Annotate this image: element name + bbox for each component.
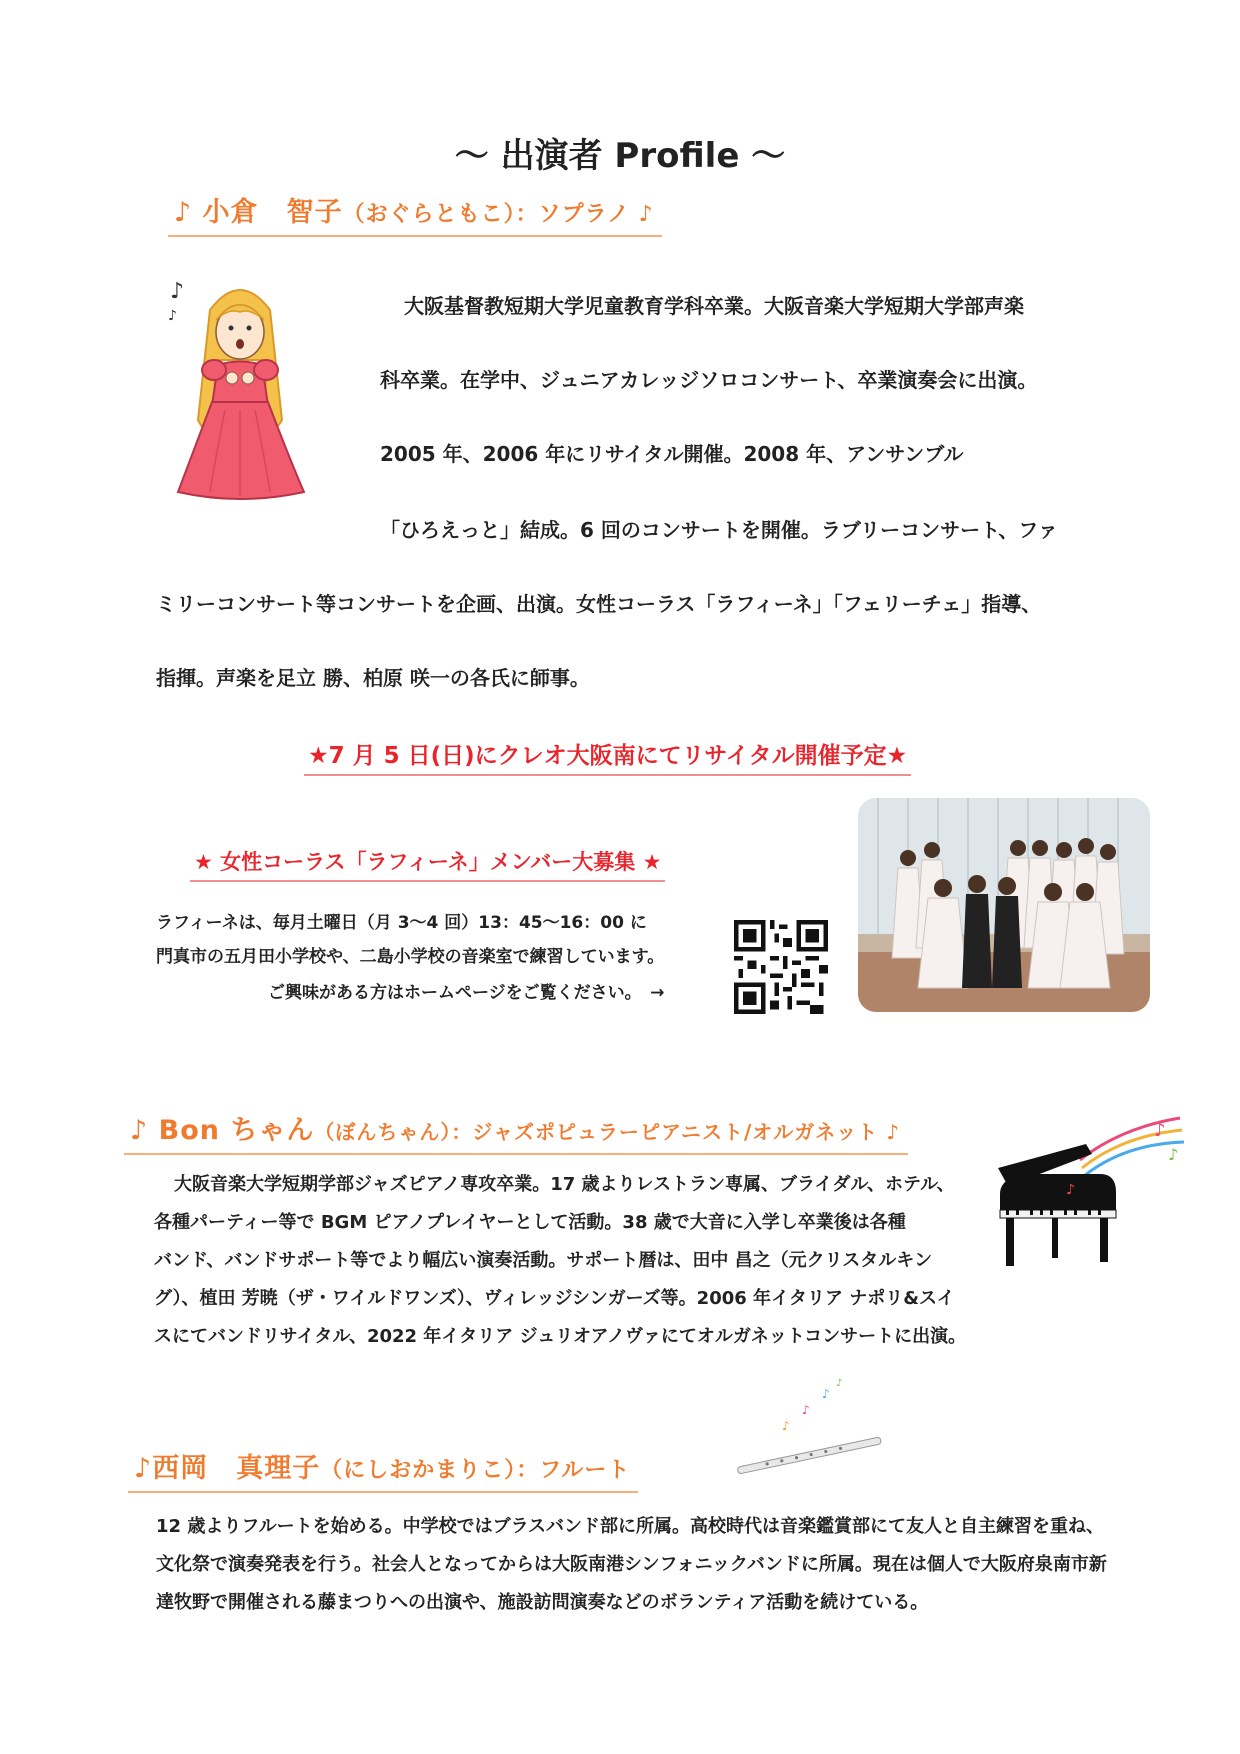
performer3-role: （にしおかまりこ）：フルート [320, 1458, 631, 1483]
svg-text:♪: ♪ [822, 1387, 830, 1401]
svg-text:♪: ♪ [782, 1419, 790, 1433]
chorus-heading: ★ 女性コーラス「ラフィーネ」メンバー大募集 ★ [190, 846, 665, 882]
chorus-line-2: 門真市の五月田小学校や、二島小学校の音楽室で練習しています。 [156, 947, 665, 967]
svg-text:♪: ♪ [1168, 1145, 1179, 1164]
performer1-line-2: 科卒業。在学中、ジュニアカレッジソロコンサート、卒業演奏会に出演。 [380, 368, 1038, 392]
performer2-line-4: グ）、植田 芳暁（ザ・ワイルドワンズ）、ヴィレッジシンガーズ等。2006 年イタリア ナポリ&スイ [154, 1288, 955, 1309]
performer3-line-3: 達牧野で開催される藤まつりへの出演や、施設訪問演奏などのボランティア活動を続けている。 [156, 1592, 929, 1613]
performer3-name: ♪西岡 真理子 [134, 1453, 321, 1484]
svg-text:♪: ♪ [802, 1403, 810, 1417]
flute-illustration-icon [736, 1374, 886, 1474]
performer2-heading [124, 1108, 908, 1155]
chorus-line-3: ご興味がある方はホームページをご覧ください。 → [268, 983, 665, 1003]
performer2-name: ♪ Bon ちゃん [130, 1115, 315, 1146]
svg-text:♪: ♪ [170, 279, 185, 304]
performer1-role: （おぐらともこ）：ソプラノ ♪ [342, 202, 654, 227]
performer3-line-1: 12 歳よりフルートを始める。中学校ではブラスバンド部に所属。高校時代は音楽鑑賞部にて友人と自主練習を重ね、 [156, 1516, 1105, 1537]
chorus-line-1: ラフィーネは、毎月土曜日（月 3〜4 回）13：45〜16：00 に [156, 913, 647, 933]
svg-text:♪: ♪ [168, 308, 177, 324]
performer1-line-3: 2005 年、2006 年にリサイタル開催。2008 年、アンサンブル [380, 442, 964, 466]
performer3-line-2: 文化祭で演奏発表を行う。社会人となってからは大阪南港シンフォニックバンドに所属。現在は個人で大阪府泉南市新 [156, 1554, 1107, 1575]
page-title: 〜 出演者 Profile 〜 [454, 136, 786, 176]
performer1-line-4: 「ひろえっと」結成。6 回のコンサートを開催。ラブリーコンサート、ファ [380, 518, 1058, 542]
performer2-line-3: バンド、バンドサポート等でより幅広い演奏活動。サポート暦は、田中 昌之（元クリスタルキン [154, 1250, 933, 1271]
performer1-line-5: ミリーコンサート等コンサートを企画、出演。女性コーラス「ラフィーネ」「フェリーチェ」指導、 [156, 592, 1042, 616]
choir-photo-icon [858, 798, 1150, 1012]
singer-illustration-icon [170, 270, 310, 500]
grand-piano-illustration-icon [990, 1108, 1190, 1288]
performer1-line-6: 指揮。声楽を足立 勝、柏原 咲一の各氏に師事。 [156, 666, 590, 690]
recital-notice: ★7 月 5 日(日)にクレオ大阪南にてリサイタル開催予定★ [304, 737, 911, 776]
performer2-line-2: 各種パーティー等で BGM ピアノプレイヤーとして活動。38 歳で大音に入学し卒業後は各種 [154, 1212, 906, 1233]
performer1-heading [168, 190, 662, 237]
performer1-line-1: 大阪基督教短期大学児童教育学科卒業。大阪音楽大学短期大学部声楽 [404, 294, 1024, 318]
svg-text:♪: ♪ [1066, 1182, 1075, 1198]
svg-text:♪: ♪ [836, 1378, 843, 1389]
svg-text:♪: ♪ [1154, 1120, 1166, 1141]
performer3-heading [128, 1446, 638, 1493]
performer2-line-1: 大阪音楽大学短期学部ジャズピアノ専攻卒業。17 歳よりレストラン専属、ブライダル、ホテル、 [174, 1174, 955, 1195]
qr-code-icon[interactable] [734, 920, 828, 1014]
performer2-role: （ぼんちゃん）：ジャズポピュラーピアニスト/オルガネット ♪ [314, 1120, 901, 1144]
performer2-line-5: スにてバンドリサイタル、2022 年イタリア ジュリオアノヴァにてオルガネットコンサートに出演。 [154, 1326, 967, 1347]
performer1-name: ♪ 小倉 智子 [174, 197, 343, 228]
